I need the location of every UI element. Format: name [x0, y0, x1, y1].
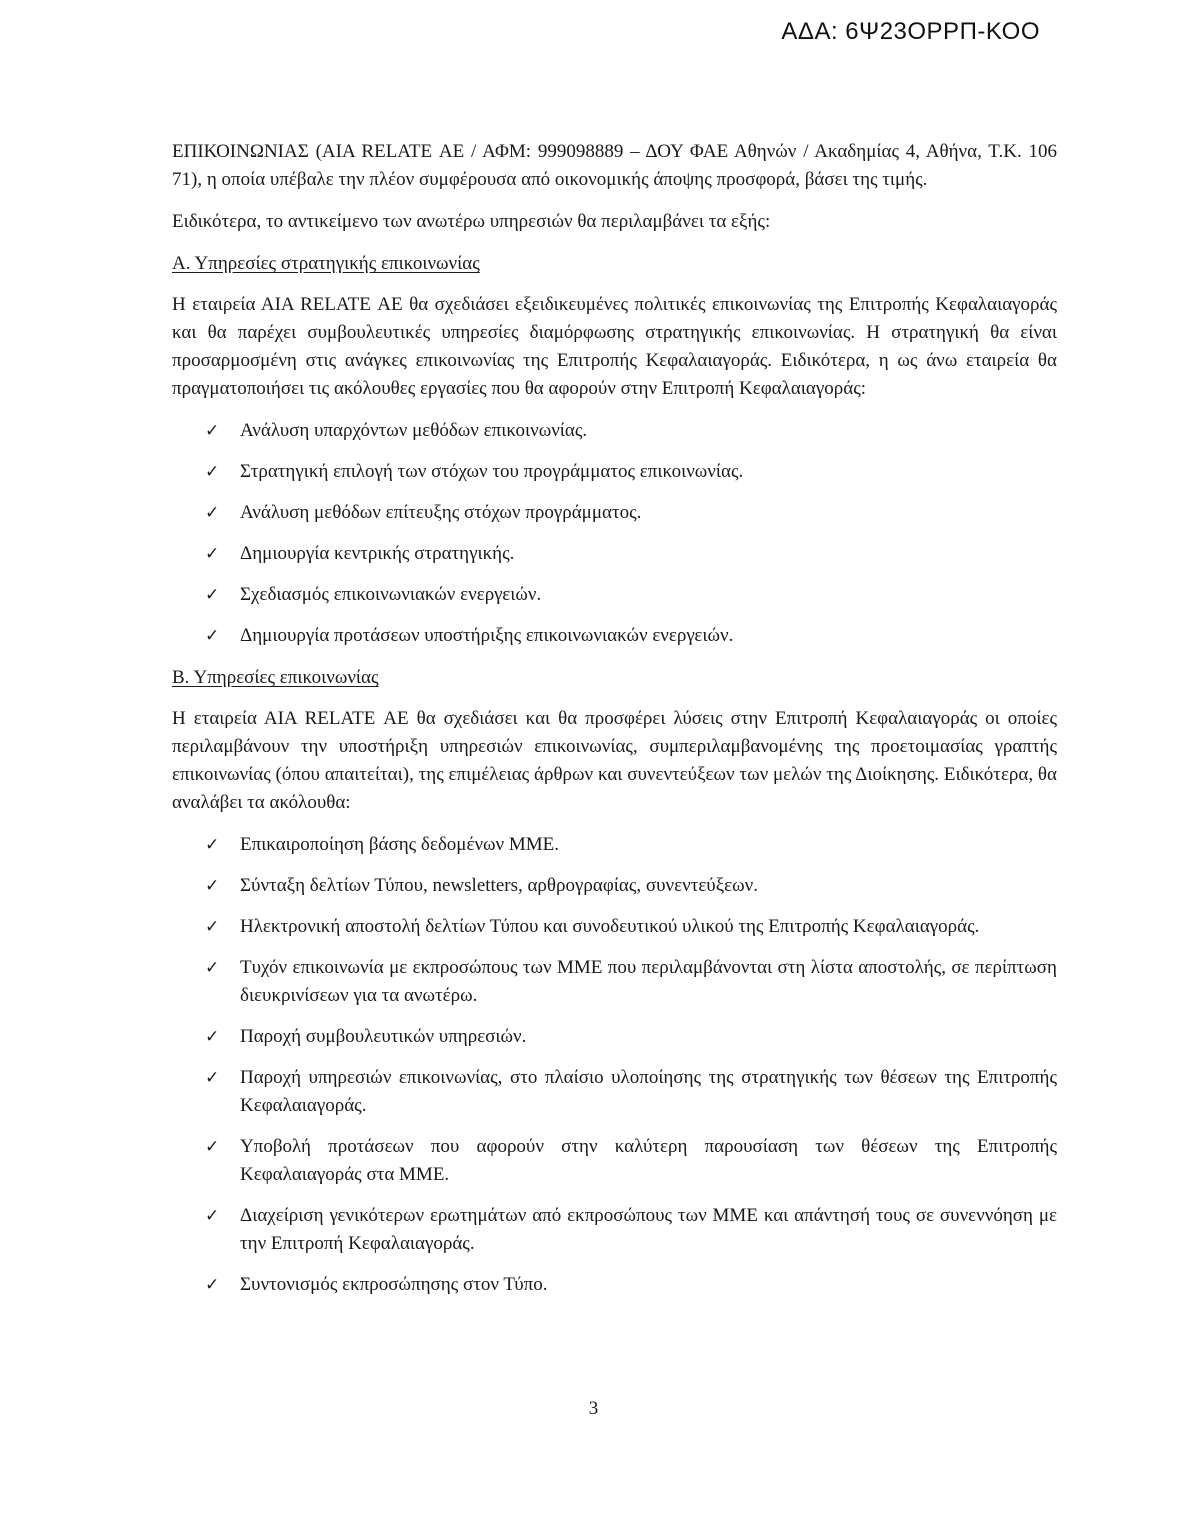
list-item-text: Δημιουργία κεντρικής στρατηγικής. [240, 543, 515, 564]
list-item-text: Στρατηγική επιλογή των στόχων του προγράμματος επικοινωνίας. [240, 461, 744, 482]
list-item-text: Παροχή συμβουλευτικών υπηρεσιών. [240, 1026, 527, 1047]
checkmark-icon: ✓ [205, 503, 220, 523]
list-item [172, 872, 1057, 900]
list-item [172, 954, 1057, 1010]
section-a-body-paragraph: Η εταιρεία ΑΙΑ RELATE ΑΕ θα σχεδιάσει εξειδικευμένες πολιτικές επικοινωνίας της Επιτροπής Κεφαλαιαγοράς και θα παρέχει συμβουλευτικές υπηρεσίες διαμόρφωσης στρατηγικής επικοινωνίας. Η στρατηγική θα είναι προσαρμοσμένη στις ανάγκες επικοινωνίας της Επιτροπής Κεφαλαιαγοράς. Ειδικότερα, η ως άνω εταιρεία θα πραγματοποιήσει τις ακόλουθες εργασίες που θα αφορούν στην Επιτροπή Κεφαλαιαγοράς: [172, 294, 1057, 399]
checkmark-icon: ✓ [205, 917, 220, 937]
list-item [172, 417, 1057, 445]
ada-code-header: ΑΔΑ: 6Ψ23ΟΡΡΠ-ΚΟΟ [781, 18, 1040, 45]
services-intro-paragraph: Ειδικότερα, το αντικείμενο των ανωτέρω υπηρεσιών θα περιλαμβάνει τα εξής: [172, 211, 771, 232]
list-item-text: Ηλεκτρονική αποστολή δελτίων Τύπου και συνοδευτικού υλικού της Επιτροπής Κεφαλαιαγοράς. [240, 916, 980, 937]
section-b-body-paragraph: Η εταιρεία ΑΙΑ RELATE ΑΕ θα σχεδιάσει και θα προσφέρει λύσεις στην Επιτροπή Κεφαλαιαγοράς οι οποίες περιλαμβάνουν την υποστήριξη υπηρεσιών επικοινωνίας, συμπεριλαμβανομένης της προετοιμασίας γραπτής επικοινωνίας (όπου απαιτείται), της επιμέλειας άρθρων και συνεντεύξεων των μελών της Διοίκησης. Ειδικότερα, θα αναλάβει τα ακόλουθα: [172, 708, 1057, 813]
checkmark-icon: ✓ [205, 835, 220, 855]
section-b-heading: Β. Υπηρεσίες επικοινωνίας [172, 667, 379, 688]
document-body [172, 138, 1057, 1313]
checkmark-icon: ✓ [205, 1027, 220, 1047]
list-item [172, 540, 1057, 568]
list-item-text: Επικαιροποίηση βάσης δεδομένων ΜΜΕ. [240, 834, 560, 855]
section-a-heading: Α. Υπηρεσίες στρατηγικής επικοινωνίας [172, 253, 480, 274]
list-item-text: Παροχή υπηρεσιών επικοινωνίας, στο πλαίσιο υλοποίησης της στρατηγικής των θέσεων της Επιτροπής Κεφαλαιαγοράς. [240, 1067, 1057, 1116]
checkmark-icon: ✓ [205, 421, 220, 441]
checkmark-icon: ✓ [205, 1068, 220, 1088]
list-item [172, 499, 1057, 527]
list-item-text: Ανάλυση μεθόδων επίτευξης στόχων προγράμματος. [240, 502, 642, 523]
list-item [172, 831, 1057, 859]
list-item [172, 913, 1057, 941]
list-item-text: Δημιουργία προτάσεων υποστήριξης επικοινωνιακών ενεργειών. [240, 625, 734, 646]
list-item [172, 622, 1057, 650]
list-item [172, 1064, 1057, 1120]
list-item [172, 1023, 1057, 1051]
list-item-text: Σύνταξη δελτίων Τύπου, newsletters, αρθρογραφίας, συνεντεύξεων. [240, 875, 759, 896]
intro-paragraph: ΕΠΙΚΟΙΝΩΝΙΑΣ (ΑΙΑ RELATE ΑΕ / ΑΦΜ: 999098889 – ΔΟΥ ΦΑΕ Αθηνών / Ακαδημίας 4, Αθήνα, Τ.Κ. 106 71), η οποία υπέβαλε την πλέον συμφέρουσα από οικονομικής άποψης προσφορά, βάσει της τιμής. [172, 141, 1057, 190]
checkmark-icon: ✓ [205, 544, 220, 564]
checkmark-icon: ✓ [205, 1206, 220, 1226]
checkmark-icon: ✓ [205, 462, 220, 482]
list-item-text: Σχεδιασμός επικοινωνιακών ενεργειών. [240, 584, 542, 605]
section-b-bullet-list [172, 831, 1057, 1299]
list-item [172, 1202, 1057, 1258]
checkmark-icon: ✓ [205, 585, 220, 605]
list-item-text: Συντονισμός εκπροσώπησης στον Τύπο. [240, 1274, 548, 1295]
checkmark-icon: ✓ [205, 1275, 220, 1295]
checkmark-icon: ✓ [205, 958, 220, 978]
list-item-text: Ανάλυση υπαρχόντων μεθόδων επικοινωνίας. [240, 420, 588, 441]
page-number: 3 [588, 1398, 599, 1419]
list-item-text: Διαχείριση γενικότερων ερωτημάτων από εκπροσώπους των ΜΜΕ και απάντησή τους σε συνεννόηση με την Επιτροπή Κεφαλαιαγοράς. [240, 1205, 1057, 1254]
list-item [172, 1133, 1057, 1189]
checkmark-icon: ✓ [205, 1137, 220, 1157]
section-a-bullet-list [172, 417, 1057, 650]
list-item-text: Τυχόν επικοινωνία με εκπροσώπους των ΜΜΕ που περιλαμβάνονται στη λίστα αποστολής, σε περίπτωση διευκρινίσεων για τα ανωτέρω. [240, 957, 1057, 1006]
list-item [172, 458, 1057, 486]
list-item [172, 1271, 1057, 1299]
list-item [172, 581, 1057, 609]
list-item-text: Υποβολή προτάσεων που αφορούν στην καλύτερη παρουσίαση των θέσεων της Επιτροπής Κεφαλαιαγοράς στα ΜΜΕ. [240, 1136, 1057, 1185]
checkmark-icon: ✓ [205, 876, 220, 896]
checkmark-icon: ✓ [205, 626, 220, 646]
